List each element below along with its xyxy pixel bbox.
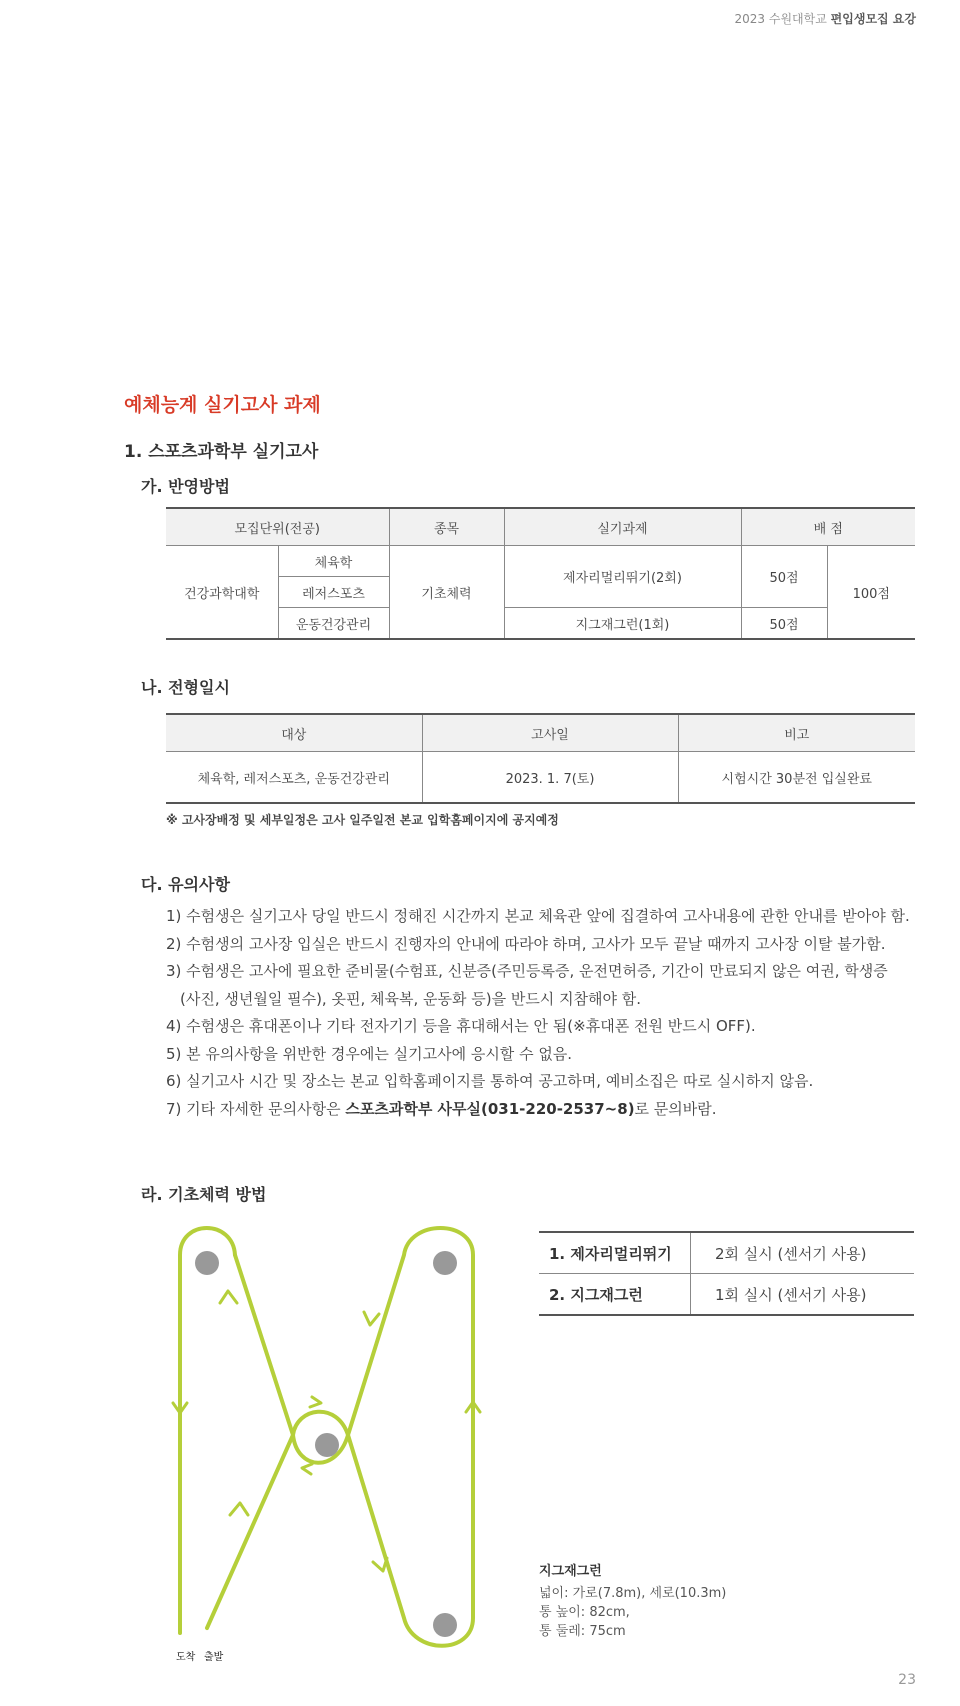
contact-pre: 7) 기타 자세한 문의사항은: [166, 1099, 346, 1118]
label-arrive: 도착: [176, 1652, 196, 1663]
zigzag-title: 지그재그런: [539, 1564, 602, 1579]
arrow-up-icon: [220, 1291, 237, 1303]
arrow-down-icon: [364, 1312, 379, 1325]
cell-college: 건강과학대학: [184, 586, 260, 602]
schedule-note: ※ 고사장배정 및 세부일정은 고사 일주일전 본교 입학홈페이지에 공지예정: [166, 813, 559, 827]
schedule-table: [166, 713, 915, 804]
precaution-item: (사진, 생년월일 필수), 옷핀, 체육복, 운동화 등)을 반드시 지참해야 함.: [180, 989, 642, 1008]
contact-office: 스포츠과학부 사무실(031-220-2537~8): [345, 1099, 635, 1118]
section-title: 예체능계 실기고사 과제: [124, 394, 321, 416]
cell-task: 지그재그런(1회): [504, 608, 741, 640]
path-start: [207, 1435, 293, 1628]
col-header-date: 고사일: [422, 714, 678, 752]
precaution-item: 5) 본 유의사항을 위반한 경우에는 실기고사에 응시할 수 없음.: [166, 1044, 573, 1063]
precaution-item: 4) 수험생은 휴대폰이나 기타 전자기기 등을 휴대해서는 안 됨(※휴대폰 전원 반드시 OFF).: [166, 1017, 756, 1035]
subheading-fitness-method: 라. 기초체력 방법: [141, 1185, 267, 1204]
page-header: [735, 10, 916, 27]
path-left-descent: [180, 1228, 235, 1633]
cell-major: 레저스포츠: [278, 577, 389, 608]
cone-marker: [433, 1251, 457, 1275]
test-desc: 1회 실시 (센서기 사용): [691, 1274, 915, 1316]
precaution-item: 1) 수험생은 실기고사 당일 반드시 정해진 시간까지 본교 체육관 앞에 집결하여 고사내용에 관한 안내를 받아야 함.: [166, 907, 910, 925]
cell-event: 기초체력: [389, 546, 504, 640]
cone-marker: [315, 1433, 339, 1457]
cell-date: 2023. 1. 7(토): [422, 752, 678, 804]
zigzag-spec: 통 높이: 82cm,: [539, 1605, 630, 1620]
heading-sports-science: 1. 스포츠과학부 실기고사: [124, 442, 319, 462]
path-to-center: [235, 1255, 293, 1435]
zigzag-course-diagram: [155, 1225, 500, 1665]
cell-remark: 시험시간 30분전 입실완료: [678, 752, 915, 804]
cell-major: 체육학: [278, 546, 389, 577]
cell-score: 50점: [741, 546, 827, 608]
fitness-test-table: [539, 1231, 914, 1316]
col-header-remark: 비고: [678, 714, 915, 752]
header-title: 편입생모집 요강: [830, 12, 916, 26]
cell-target: 체육학, 레저스포츠, 운동건강관리: [197, 771, 390, 787]
arrow-left-icon: [302, 1464, 312, 1474]
contact-post: 로 문의바람.: [634, 1099, 717, 1118]
precaution-item: 6) 실기고사 시간 및 장소는 본교 입학홈페이지를 통하여 공고하며, 예비소집은 따로 실시하지 않음.: [166, 1072, 814, 1090]
direction-arrows: [173, 1291, 480, 1571]
col-header-target: 대상: [166, 714, 422, 752]
col-header-event: 종목: [389, 508, 504, 546]
arrow-right-icon: [310, 1397, 321, 1407]
cell-task: 제자리멀리뛰기(2회): [504, 546, 741, 608]
zigzag-specs: [539, 1584, 726, 1641]
col-header-task: 실기과제: [504, 508, 741, 546]
test-item: 2. 지그재그런: [549, 1285, 643, 1304]
cell-total: 100점: [827, 546, 915, 640]
precaution-item: [166, 1096, 910, 1124]
cone-marker: [433, 1613, 457, 1637]
zigzag-spec: 통 둘레: 75cm: [539, 1624, 626, 1639]
cell-major: 운동건강관리: [278, 608, 389, 640]
page-number: 23: [898, 1672, 916, 1688]
zigzag-spec: 넓이: 가로(7.8m), 세로(10.3m): [539, 1586, 727, 1601]
header-prefix: 2023 수원대학교: [734, 12, 827, 26]
col-header-score: 배 점: [741, 508, 915, 546]
precaution-item: 2) 수험생의 고사장 입실은 반드시 진행자의 안내에 따라야 하며, 고사가 모두 끝날 때까지 고사장 이탈 불가함.: [166, 934, 886, 953]
col-header-unit: 모집단위(전공): [166, 508, 389, 546]
precautions-list: [166, 903, 910, 1123]
arrow-up-icon: [230, 1503, 248, 1515]
subheading-schedule: 나. 전형일시: [141, 678, 230, 697]
cone-markers: [195, 1251, 457, 1637]
scoring-table: [166, 507, 915, 640]
subheading-method: 가. 반영방법: [141, 477, 230, 496]
subheading-precautions: 다. 유의사항: [141, 875, 230, 894]
cell-score: 50점: [741, 608, 827, 640]
test-desc: 2회 실시 (센서기 사용): [691, 1232, 915, 1274]
cone-marker: [195, 1251, 219, 1275]
label-start: 출발: [204, 1652, 224, 1663]
precaution-item: 3) 수험생은 고사에 필요한 준비물(수험표, 신분증(주민등록증, 운전면허증, 기간이 만료되지 않은 여권, 학생증: [166, 962, 888, 980]
test-item: 1. 제자리멀리뛰기: [539, 1232, 691, 1274]
path-right-loop: [348, 1228, 473, 1646]
arrow-down-icon: [373, 1558, 387, 1571]
